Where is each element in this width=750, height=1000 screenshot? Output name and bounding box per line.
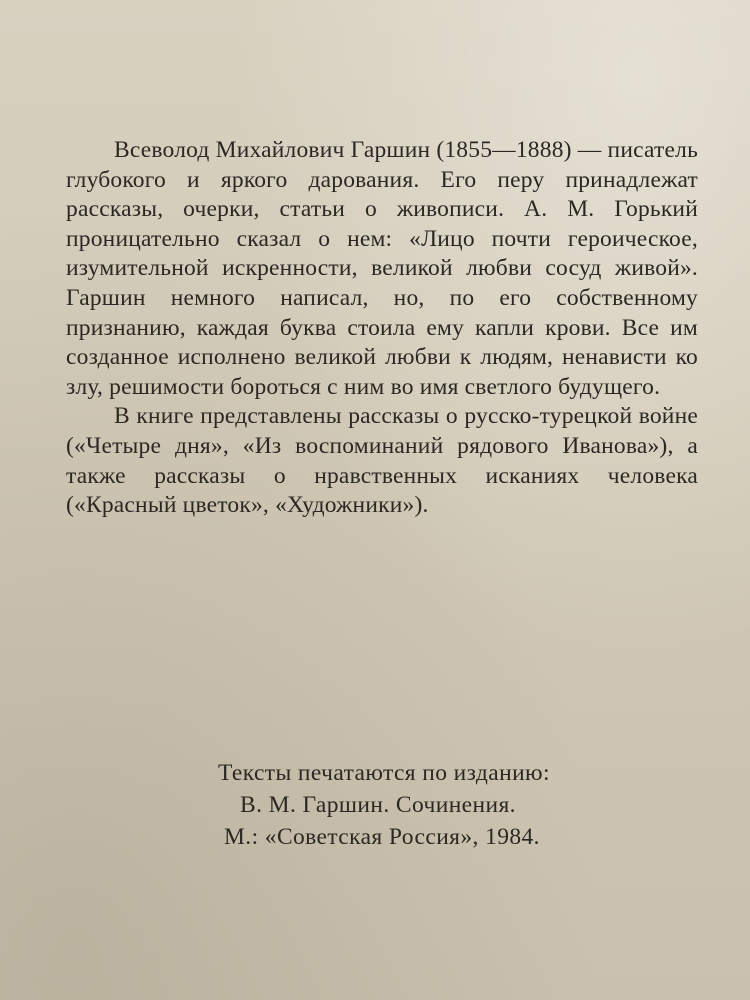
annotation-paragraph-author: Всеволод Михайлович Гаршин (1855—1888) — писатель глубокого и яркого дарования. Его перу принадлежат рассказы, очерки, статьи о живописи. А. М. Горький проницательно сказал о нем: «Лицо почти героическое, изумительной искренности, великой любви сосуд живой». Гаршин немного написал, но, по его собственному признанию, каждая буква стоила ему капли крови. Все им созданное исполнено великой любви к людям, ненависти ко злу, решимости бороться с ним во имя светлого будущего. — [66, 137, 698, 400]
imprint-line-title: В. М. Гаршин. Сочинения. — [240, 792, 516, 818]
edition-imprint — [0, 757, 750, 853]
imprint-line-source: Тексты печатаются по изданию: — [218, 760, 550, 786]
book-annotation — [66, 136, 698, 521]
annotation-paragraph-contents: В книге представлены рассказы о русско-турецкой войне («Четыре дня», «Из воспоминаний рядового Иванова»), а также рассказы о нравственных исканиях человека («Красный цветок», «Художники»). — [66, 403, 698, 519]
imprint-line-publisher: М.: «Советская Россия», 1984. — [224, 824, 540, 850]
